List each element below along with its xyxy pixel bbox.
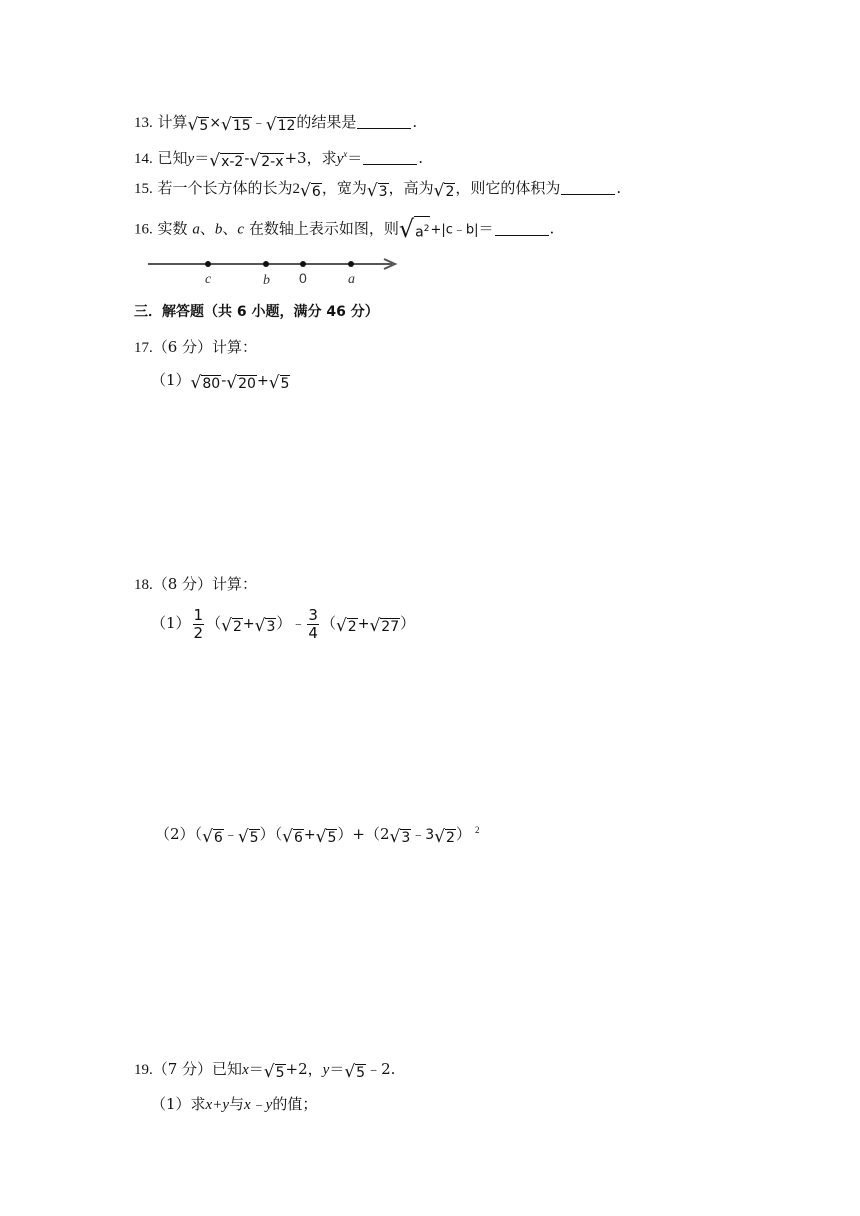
answer-blank[interactable] — [561, 179, 615, 195]
sqrt-expression: √ 3 — [366, 181, 388, 201]
sqrt-expression: √ 2-x — [249, 151, 284, 171]
sqrt-expression: √ 12 — [265, 115, 296, 135]
fraction: $\frac{3}{4}$ — [308, 605, 318, 642]
sqrt-expression: √ $a^2$ — [398, 214, 430, 243]
question-text: 计算 — [157, 113, 188, 131]
point-0 — [300, 261, 306, 267]
question-number: 17. — [134, 340, 153, 356]
sqrt-expression: √ 5 — [187, 115, 209, 135]
question-number: 14. — [134, 151, 153, 167]
section-heading: 三．解答题（共 6 小题，满分 46 分） — [134, 304, 379, 320]
question-17-part-1: （1） √ 80 - √ 20 + √ 5 — [151, 371, 290, 393]
question-number: 18. — [134, 577, 153, 593]
label-0: 0 — [299, 270, 307, 286]
label-c: c — [205, 272, 212, 287]
sqrt-expression: √ 5 — [315, 827, 337, 847]
answer-blank[interactable] — [363, 149, 417, 165]
point-a — [348, 261, 354, 267]
question-number: 13. — [134, 115, 153, 131]
fraction: $\frac{1}{2}$ — [193, 605, 204, 642]
point-b — [263, 261, 269, 267]
sqrt-expression: √ 5 — [268, 373, 290, 393]
question-18: 18.（8 分）计算： — [134, 575, 258, 593]
label-b: b — [263, 273, 270, 288]
question-15: 15. 若一个长方体的长为2 √ 6 ，宽为 √ 3 ，高为 √ 2 ，则它的体积为 . — [134, 179, 622, 201]
question-18-part-2: （2）（ √ 6 ﹣ √ 5 ）（ √ 6 + √ 5 ）+（2 √ 3 ﹣3 √ 2 ） $^2$ — [155, 825, 480, 847]
question-18-part-1: （1） $\frac{1}{2}$ （ √ 2 + √ 3 ）﹣ $\frac{3}{4}$ （ √ 2 + √ 27 ） — [151, 605, 416, 642]
sqrt-expression: √ 3 — [254, 616, 276, 636]
sqrt-expression: √ 2 — [433, 181, 455, 201]
sqrt-expression: √ 6 — [300, 181, 321, 201]
point-c — [205, 261, 211, 267]
question-17: 17.（6 分）计算： — [134, 338, 258, 356]
sqrt-expression: √ 15 — [221, 115, 251, 135]
question-19: 19.（7 分）已知x＝ √ 5 +2，y＝ √ 5 ﹣2. — [134, 1060, 396, 1082]
answer-blank[interactable] — [357, 113, 411, 129]
question-number: 19. — [134, 1062, 153, 1078]
question-number: 15. — [134, 181, 153, 197]
sqrt-expression: √ x-2 — [209, 151, 244, 171]
question-19-part-1: （1）求x+y与x﹣y的值； — [151, 1095, 318, 1113]
sqrt-expression: √ 20 — [226, 373, 256, 393]
sqrt-expression: √ 3 — [389, 827, 411, 847]
sqrt-expression: √ 5 — [344, 1062, 366, 1082]
question-13: 13. 计算 √ 5 × √ 15 ﹣ √ 12 的结果是 . — [134, 113, 418, 135]
question-14: 14. 已知y＝ √ x-2 - √ 2-x +3，求$y^x=$ . — [134, 149, 424, 171]
sqrt-expression: √ 6 — [202, 827, 223, 847]
label-a: a — [348, 272, 355, 287]
sqrt-expression: √ 2 — [335, 616, 357, 636]
sqrt-expression: √ 6 — [282, 827, 303, 847]
number-line — [146, 252, 406, 288]
question-number: 16. — [134, 221, 153, 238]
sqrt-expression: √ 27 — [369, 616, 400, 636]
sqrt-expression: √ 2 — [434, 827, 455, 847]
answer-blank[interactable] — [495, 220, 549, 236]
sqrt-expression: √ 80 — [190, 373, 221, 393]
sqrt-expression: √ 2 — [221, 616, 242, 636]
question-16: 16. 实数 a、b、c 在数轴上表示如图，则 √ $a^2$ +|c﹣b|＝ . — [134, 214, 555, 243]
sqrt-expression: √ 5 — [263, 1062, 285, 1082]
sqrt-expression: √ 5 — [237, 827, 259, 847]
